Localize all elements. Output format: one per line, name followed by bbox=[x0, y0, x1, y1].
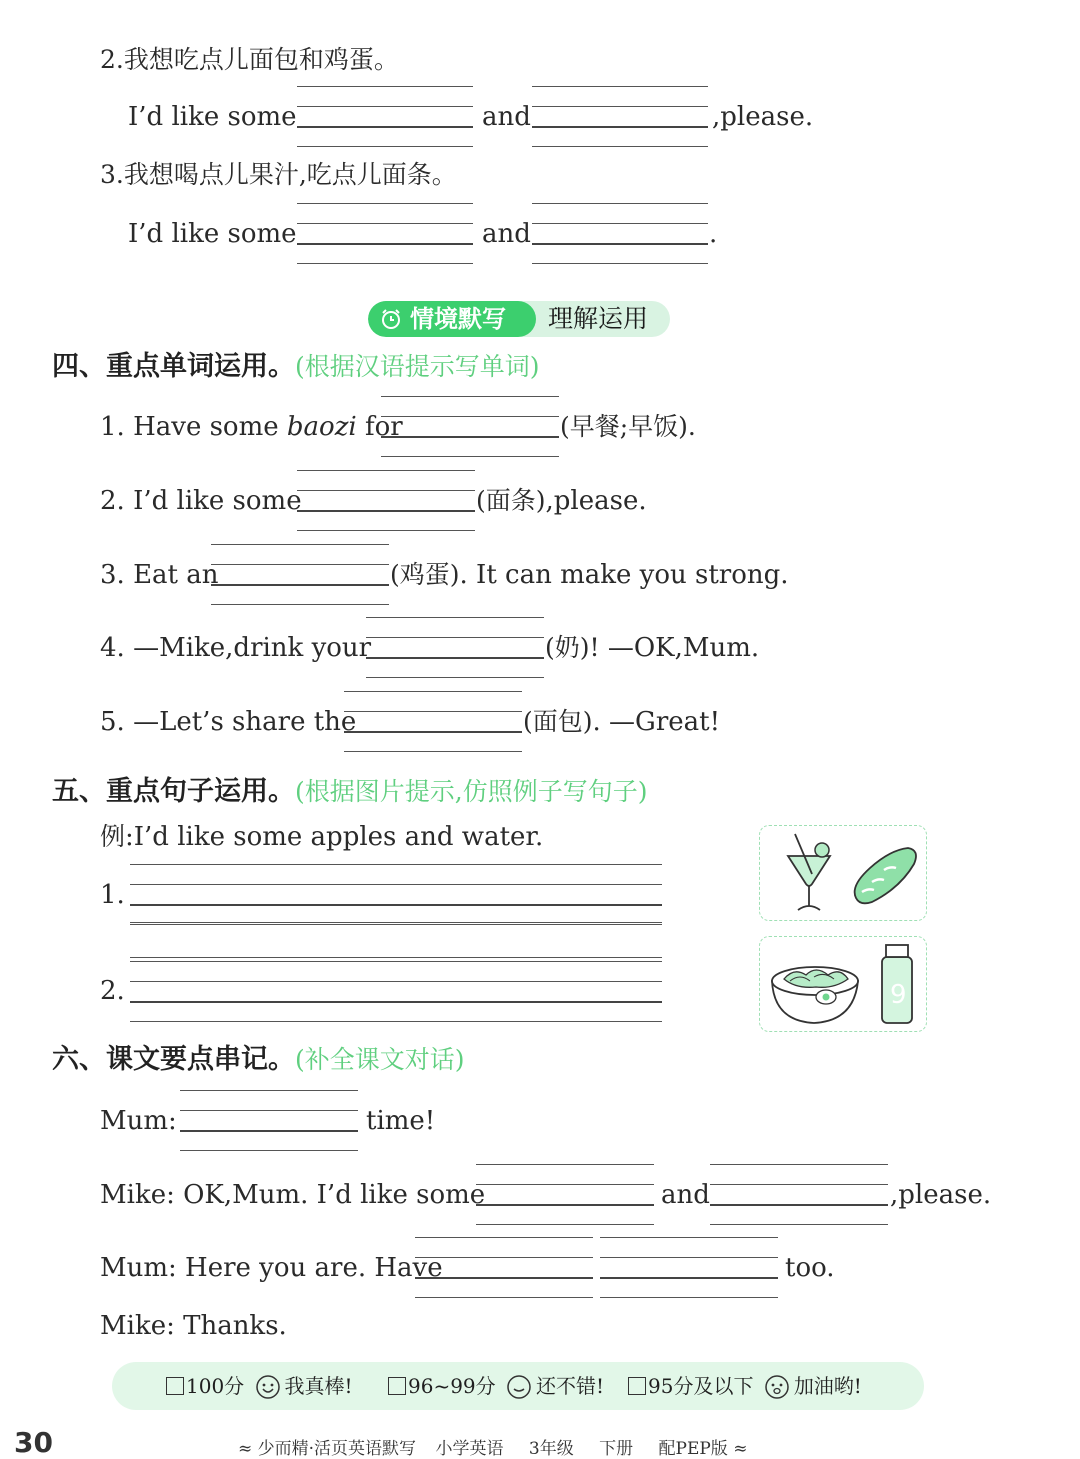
item-3-chinese: 3.我想喝点儿果汁,吃点儿面条。 bbox=[100, 160, 457, 189]
picture-noodles-milk bbox=[759, 936, 927, 1032]
answer-line[interactable] bbox=[211, 544, 389, 604]
answer-line[interactable] bbox=[532, 86, 708, 146]
answer-line[interactable] bbox=[297, 203, 473, 263]
s4-item-4-hint: (奶)! —OK,Mum. bbox=[545, 633, 760, 663]
wave-icon: ≈ bbox=[238, 1439, 258, 1459]
s4-item-5: 5. —Let’s share the bbox=[100, 707, 357, 737]
dialogue-line-2-and: and bbox=[661, 1180, 710, 1210]
footer-text: ≈ 少而精·活页英语默写 小学英语 3年级 下册 配PEP版 ≈ bbox=[238, 1439, 748, 1459]
answer-line[interactable] bbox=[600, 1237, 778, 1297]
answer-line[interactable] bbox=[130, 864, 662, 924]
wave-icon: ≈ bbox=[727, 1439, 748, 1459]
dialogue-line-3-post: too. bbox=[785, 1253, 835, 1283]
item-3-english-pre: I’d like some bbox=[128, 219, 297, 249]
answer-line[interactable] bbox=[297, 86, 473, 146]
s4-item-2-hint: (面条),please. bbox=[476, 486, 647, 516]
svg-text:9: 9 bbox=[890, 980, 907, 1010]
answer-line[interactable] bbox=[476, 1164, 654, 1224]
answer-line[interactable] bbox=[297, 470, 475, 530]
answer-line[interactable] bbox=[532, 203, 708, 263]
score-96-99: 96~99分 还不错! bbox=[388, 1362, 604, 1410]
s4-item-3-hint: (鸡蛋). It can make you strong. bbox=[390, 560, 789, 590]
item-3-end: . bbox=[709, 219, 718, 249]
picture-juice-bread bbox=[759, 825, 927, 921]
answer-line[interactable] bbox=[415, 1237, 593, 1297]
item-2-chinese: 2.我想吃点儿面包和鸡蛋。 bbox=[100, 45, 399, 74]
section5-heading: 五、重点句子运用。(根据图片提示,仿照例子写句子) bbox=[52, 776, 648, 807]
alarm-clock-icon bbox=[380, 308, 402, 330]
dialogue-line-2-pre: Mike: OK,Mum. I’d like some bbox=[100, 1180, 486, 1210]
s5-item-1-num: 1. bbox=[100, 880, 125, 910]
page-number: 30 bbox=[14, 1426, 53, 1459]
item-2-and: and bbox=[482, 102, 531, 132]
dialogue-line-1-pre: Mum: bbox=[100, 1106, 177, 1136]
s4-item-5-hint: (面包). —Great! bbox=[523, 707, 721, 737]
checkbox-96-99[interactable] bbox=[388, 1377, 406, 1395]
example-sentence: 例:I’d like some apples and water. bbox=[100, 822, 544, 852]
answer-line[interactable] bbox=[381, 396, 559, 456]
dialogue-line-1-post: time! bbox=[366, 1106, 436, 1136]
answer-line[interactable] bbox=[180, 1090, 358, 1150]
page-footer bbox=[0, 1426, 1080, 1459]
cheer-face-icon bbox=[764, 1374, 790, 1400]
section4-heading: 四、重点单词运用。(根据汉语提示写单词) bbox=[52, 351, 540, 382]
score-95-below: 95分及以下 加油哟! bbox=[628, 1362, 862, 1410]
section-banner bbox=[368, 301, 670, 337]
item-3-and: and bbox=[482, 219, 531, 249]
smile-face-icon bbox=[506, 1374, 532, 1400]
checkbox-100[interactable] bbox=[166, 1377, 184, 1395]
banner-right: 理解运用 bbox=[548, 304, 649, 333]
s4-item-1: 1. Have some baozi for bbox=[100, 412, 403, 442]
s4-item-2: 2. I’d like some bbox=[100, 486, 302, 516]
score-100: 100分 我真棒! bbox=[166, 1362, 353, 1410]
item-2-english-pre: I’d like some bbox=[128, 102, 297, 132]
answer-line[interactable] bbox=[130, 961, 662, 1021]
dialogue-line-2-post: ,please. bbox=[890, 1180, 992, 1210]
checkbox-95-below[interactable] bbox=[628, 1377, 646, 1395]
banner-left: 情境默写 bbox=[368, 301, 536, 337]
item-2-end: ,please. bbox=[712, 102, 814, 132]
juice-bread-image bbox=[760, 826, 926, 920]
happy-face-icon bbox=[255, 1374, 281, 1400]
s5-item-2-num: 2. bbox=[100, 976, 125, 1006]
s4-item-1-hint: (早餐;早饭). bbox=[560, 412, 696, 441]
answer-line-extra bbox=[130, 957, 662, 958]
dialogue-line-4: Mike: Thanks. bbox=[100, 1311, 287, 1341]
dialogue-line-3-pre: Mum: Here you are. Have bbox=[100, 1253, 443, 1283]
score-bar bbox=[112, 1362, 924, 1410]
answer-line[interactable] bbox=[366, 617, 544, 677]
answer-line[interactable] bbox=[710, 1164, 888, 1224]
s4-item-4: 4. —Mike,drink your bbox=[100, 633, 372, 663]
section6-heading: 六、课文要点串记。(补全课文对话) bbox=[52, 1044, 465, 1075]
s4-item-3: 3. Eat an bbox=[100, 560, 219, 590]
noodles-milk-image bbox=[760, 937, 926, 1031]
answer-line[interactable] bbox=[344, 691, 522, 751]
answer-line-extra bbox=[130, 922, 662, 923]
